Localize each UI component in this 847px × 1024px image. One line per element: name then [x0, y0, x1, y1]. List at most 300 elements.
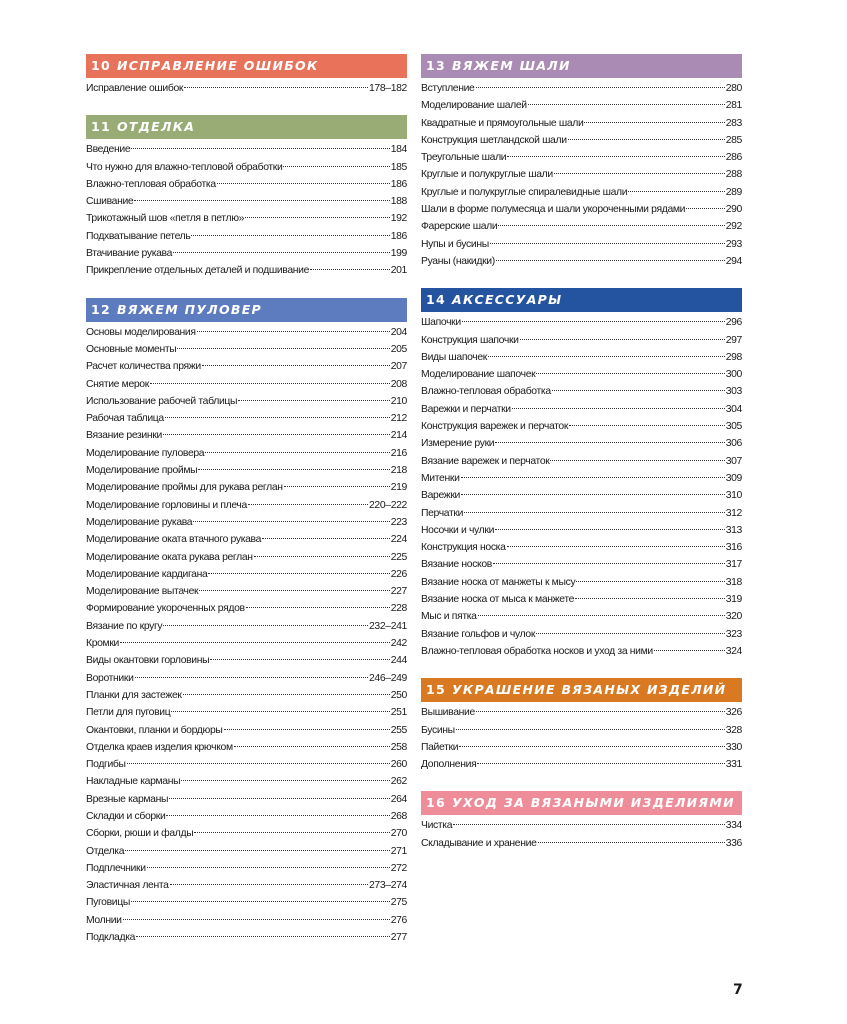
- entry-title: Моделирование шапочек: [421, 369, 536, 381]
- dot-leader: [135, 677, 368, 678]
- dot-leader: [224, 729, 390, 730]
- entry-title: Складывание и хранение: [421, 837, 537, 849]
- toc-entry: [421, 314, 742, 331]
- entry-page: 306: [725, 438, 742, 450]
- entry-title: Эластичная лента: [86, 880, 169, 892]
- entry-page: 288: [725, 169, 742, 181]
- entry-title: Пайетки: [421, 741, 459, 753]
- dot-leader: [131, 148, 389, 149]
- entry-title: Молнии: [86, 914, 122, 926]
- entry-title: Шали в форме полумесяца и шали укороченными рядами: [421, 204, 686, 216]
- entry-title: Вязание резинки: [86, 430, 162, 442]
- entry-title: Пуговицы: [86, 897, 130, 909]
- toc-entry: [421, 739, 742, 756]
- dot-leader: [171, 711, 389, 712]
- entry-page: 270: [390, 828, 407, 840]
- entry-title: Рабочая таблица: [86, 413, 164, 425]
- dot-leader: [173, 252, 390, 253]
- dot-leader: [464, 512, 725, 513]
- toc-entry: [86, 687, 407, 704]
- toc-entry: [86, 894, 407, 911]
- entry-page: 204: [390, 326, 407, 338]
- dot-leader: [217, 183, 390, 184]
- toc-entry: [421, 80, 742, 97]
- entry-page: 292: [725, 221, 742, 233]
- dot-leader: [197, 331, 390, 332]
- entry-title: Введение: [86, 144, 131, 156]
- entry-title: Моделирование вытачек: [86, 586, 199, 598]
- entry-list: [421, 815, 742, 852]
- entry-title: Кромки: [86, 638, 120, 650]
- toc-entry: [421, 253, 742, 270]
- section-number: 10: [91, 58, 111, 73]
- entry-page: 258: [390, 741, 407, 753]
- entry-title: Квадратные и прямоугольные шали: [421, 117, 584, 129]
- entry-title: Планки для застежек: [86, 689, 182, 701]
- entry-title: Конструкция шетландской шали: [421, 134, 567, 146]
- entry-page: 205: [390, 343, 407, 355]
- toc-entry: [421, 505, 742, 522]
- dot-leader: [528, 104, 725, 105]
- dot-leader: [246, 607, 390, 608]
- toc-entry: [421, 166, 742, 183]
- toc-entry: [86, 652, 407, 669]
- dot-leader: [125, 850, 390, 851]
- entry-page: 207: [390, 361, 407, 373]
- entry-page: 328: [725, 724, 742, 736]
- entry-page: 228: [390, 603, 407, 615]
- toc-entry: [421, 817, 742, 834]
- entry-title: Накладные карманы: [86, 776, 181, 788]
- dot-leader: [453, 824, 725, 825]
- entry-title: Моделирование оката втачного рукава: [86, 534, 262, 546]
- entry-title: Чистка: [421, 820, 453, 832]
- entry-title: Петли для пуговиц: [86, 707, 171, 719]
- entry-title: Сшивание: [86, 196, 134, 208]
- entry-page: 326: [725, 707, 742, 719]
- entry-page: 268: [390, 810, 407, 822]
- toc-section: [86, 298, 407, 947]
- toc-entry: [86, 262, 407, 279]
- toc-entry: [86, 210, 407, 227]
- entry-title: Подгибы: [86, 759, 126, 771]
- entry-title: Вязание по кругу: [86, 620, 163, 632]
- toc-entry: [86, 739, 407, 756]
- dot-leader: [193, 521, 389, 522]
- dot-leader: [163, 434, 390, 435]
- entry-page: 281: [725, 100, 742, 112]
- dot-leader: [488, 356, 725, 357]
- toc-entry: [421, 591, 742, 608]
- dot-leader: [202, 365, 390, 366]
- entry-page: 304: [725, 403, 742, 415]
- dot-leader: [123, 919, 390, 920]
- entry-list: [86, 139, 407, 279]
- entry-title: Трикотажный шов «петля в петлю»: [86, 213, 245, 225]
- entry-page: 324: [725, 645, 742, 657]
- toc-entry: [421, 522, 742, 539]
- toc-entry: [421, 608, 742, 625]
- toc-entry: [86, 341, 407, 358]
- dot-leader: [493, 563, 725, 564]
- toc-entry: [86, 376, 407, 393]
- entry-page: 232–241: [368, 620, 407, 632]
- entry-page: 192: [390, 213, 407, 225]
- toc-entry: [86, 479, 407, 496]
- dot-leader: [248, 504, 368, 505]
- dot-leader: [552, 390, 725, 391]
- entry-title: Фарерские шали: [421, 221, 498, 233]
- toc-entry: [86, 912, 407, 929]
- toc-section: [421, 54, 742, 270]
- entry-title: Сборки, рюши и фалды: [86, 828, 194, 840]
- dot-leader: [199, 590, 390, 591]
- entry-title: Складки и сборки: [86, 810, 166, 822]
- entry-title: Влажно-тепловая обработка: [86, 178, 216, 190]
- entry-page: 303: [725, 386, 742, 398]
- entry-page: 210: [390, 395, 407, 407]
- dot-leader: [462, 321, 725, 322]
- dot-leader: [134, 200, 389, 201]
- dot-leader: [191, 235, 389, 236]
- entry-title: Вязание варежек и перчаток: [421, 455, 550, 467]
- section-number: 16: [426, 795, 446, 811]
- toc-entry: [421, 556, 742, 573]
- entry-title: Моделирование пуловера: [86, 447, 205, 459]
- entry-page: 251: [390, 707, 407, 719]
- entry-page: 255: [390, 724, 407, 736]
- dot-leader: [170, 884, 368, 885]
- entry-title: Виды шапочек: [421, 351, 487, 363]
- entry-page: 218: [390, 465, 407, 477]
- toc-entry: [86, 141, 407, 158]
- entry-title: Носочки и чулки: [421, 524, 495, 536]
- dot-leader: [459, 746, 725, 747]
- toc-entry: [86, 228, 407, 245]
- section-number: 13: [426, 58, 446, 73]
- entry-page: 242: [390, 638, 407, 650]
- section-header: [421, 678, 742, 702]
- toc-entry: [86, 159, 407, 176]
- toc-entry: [86, 566, 407, 583]
- dot-leader: [184, 87, 368, 88]
- toc-entry: [86, 80, 407, 97]
- entry-page: 227: [390, 586, 407, 598]
- entry-page: 246–249: [368, 672, 407, 684]
- entry-title: Моделирование оката рукава реглан: [86, 551, 253, 563]
- entry-page: 185: [390, 161, 407, 173]
- entry-title: Моделирование рукава: [86, 516, 193, 528]
- dot-leader: [536, 373, 724, 374]
- entry-list: [421, 702, 742, 773]
- dot-leader: [512, 408, 725, 409]
- entry-title: Моделирование проймы для рукава реглан: [86, 482, 283, 494]
- entry-title: Влажно-тепловая обработка: [421, 386, 551, 398]
- entry-title: Влажно-тепловая обработка носков и уход за ними: [421, 645, 653, 657]
- entry-page: 280: [725, 83, 742, 94]
- toc-entry: [421, 184, 742, 201]
- entry-page: 262: [390, 776, 407, 788]
- toc-entry: [86, 704, 407, 721]
- entry-title: Конструкция шапочки: [421, 334, 519, 346]
- toc-entry: [421, 704, 742, 721]
- entry-title: Варежки и перчатки: [421, 403, 511, 415]
- toc-entry: [86, 427, 407, 444]
- entry-title: Нупы и бусины: [421, 238, 489, 250]
- toc-entry: [421, 643, 742, 660]
- entry-list: [421, 312, 742, 660]
- entry-page: 298: [725, 351, 742, 363]
- toc-entry: [86, 410, 407, 427]
- toc-entry: [421, 201, 742, 218]
- entry-title: Воротники: [86, 672, 134, 684]
- entry-title: Втачивание рукава: [86, 248, 173, 260]
- entry-title: Подплечники: [86, 862, 146, 874]
- entry-page: 216: [390, 447, 407, 459]
- entry-page: 271: [390, 845, 407, 857]
- entry-page: 178–182: [368, 83, 407, 94]
- dot-leader: [554, 173, 725, 174]
- toc-entry: [421, 574, 742, 591]
- toc-entry: [86, 324, 407, 341]
- entry-title: Моделирование кардигана: [86, 568, 208, 580]
- dot-leader: [628, 191, 724, 192]
- dot-leader: [476, 711, 725, 712]
- entry-page: 208: [390, 378, 407, 390]
- toc-entry: [86, 773, 407, 790]
- dot-leader: [569, 425, 725, 426]
- dot-leader: [461, 477, 725, 478]
- entry-title: Отделка краев изделия крючком: [86, 741, 233, 753]
- dot-leader: [181, 780, 389, 781]
- entry-title: Подкладка: [86, 932, 136, 944]
- entry-page: 276: [390, 914, 407, 926]
- dot-leader: [584, 122, 724, 123]
- toc-entry: [86, 193, 407, 210]
- entry-title: Конструкция носка: [421, 542, 506, 554]
- dot-leader: [507, 156, 724, 157]
- dot-leader: [166, 815, 389, 816]
- toc-entry: [421, 539, 742, 556]
- entry-page: 272: [390, 862, 407, 874]
- entry-page: 201: [390, 265, 407, 277]
- toc-section: [421, 288, 742, 660]
- toc-entry: [421, 470, 742, 487]
- toc-entry: [86, 843, 407, 860]
- entry-page: 310: [725, 490, 742, 502]
- entry-page: 214: [390, 430, 407, 442]
- toc-entry: [421, 722, 742, 739]
- entry-title: Исправление ошибок: [86, 83, 184, 94]
- toc-entry: [421, 435, 742, 452]
- toc-entry: [86, 393, 407, 410]
- toc-entry: [421, 487, 742, 504]
- entry-page: 260: [390, 759, 407, 771]
- entry-page: 334: [725, 820, 742, 832]
- entry-page: 277: [390, 932, 407, 944]
- dot-leader: [477, 763, 724, 764]
- dot-leader: [238, 400, 390, 401]
- toc-entry: [421, 366, 742, 383]
- entry-title: Дополнения: [421, 759, 477, 771]
- toc-entry: [86, 600, 407, 617]
- entry-title: Вязание гольфов и чулок: [421, 628, 536, 640]
- entry-page: 225: [390, 551, 407, 563]
- toc-entry: [86, 825, 407, 842]
- section-header: [86, 54, 407, 78]
- dot-leader: [490, 243, 725, 244]
- entry-title: Мыс и пятка: [421, 611, 477, 623]
- toc-entry: [421, 349, 742, 366]
- entry-title: Отделка: [86, 845, 125, 857]
- entry-title: Митенки: [421, 472, 460, 484]
- section-number: 14: [426, 292, 446, 308]
- dot-leader: [495, 529, 725, 530]
- dot-leader: [136, 936, 390, 937]
- entry-page: 289: [725, 186, 742, 198]
- entry-page: 313: [725, 524, 742, 536]
- entry-page: 320: [725, 611, 742, 623]
- toc-entry: [421, 132, 742, 149]
- toc-entry: [86, 583, 407, 600]
- entry-title: Виды окантовки горловины: [86, 655, 210, 667]
- entry-title: Вступление: [421, 83, 475, 94]
- toc-entry: [86, 722, 407, 739]
- section-number: 11: [91, 119, 111, 135]
- entry-page: 283: [725, 117, 742, 129]
- toc-entry: [86, 860, 407, 877]
- entry-page: 330: [725, 741, 742, 753]
- entry-page: 317: [725, 559, 742, 571]
- toc-entry: [421, 383, 742, 400]
- entry-title: Вязание носка от манжеты к мысу: [421, 576, 576, 588]
- entry-page: 264: [390, 793, 407, 805]
- entry-list: [421, 78, 742, 270]
- entry-page: 219: [390, 482, 407, 494]
- toc-entry: [86, 358, 407, 375]
- entry-title: Моделирование горловины и плеча: [86, 499, 247, 511]
- entry-title: Моделирование шалей: [421, 100, 527, 112]
- toc-entry: [421, 218, 742, 235]
- toc-section: [86, 115, 407, 279]
- entry-title: Круглые и полукруглые спиралевидные шали: [421, 186, 628, 198]
- entry-page: 199: [390, 248, 407, 260]
- toc-left-column: [86, 54, 407, 964]
- dot-leader: [478, 615, 725, 616]
- entry-title: Перчатки: [421, 507, 464, 519]
- dot-leader: [550, 460, 724, 461]
- section-title: ИСПРАВЛЕНИЕ ОШИБОК: [117, 58, 319, 73]
- entry-page: 286: [725, 152, 742, 164]
- entry-page: 186: [390, 230, 407, 242]
- toc-entry: [86, 877, 407, 894]
- entry-page: 331: [725, 759, 742, 771]
- dot-leader: [120, 642, 390, 643]
- dot-leader: [496, 260, 725, 261]
- section-number: 15: [426, 682, 446, 698]
- section-header: [86, 298, 407, 322]
- dot-leader: [169, 798, 390, 799]
- entry-title: Прикрепление отдельных деталей и подшивание: [86, 265, 310, 277]
- dot-leader: [654, 650, 725, 651]
- section-title: УКРАШЕНИЕ ВЯЗАНЫХ ИЗДЕЛИЙ: [452, 682, 727, 698]
- entry-page: 294: [725, 255, 742, 267]
- toc-entry: [86, 445, 407, 462]
- section-header: [421, 791, 742, 815]
- toc-entry: [86, 791, 407, 808]
- toc-entry: [421, 626, 742, 643]
- toc-entry: [86, 245, 407, 262]
- toc-entry: [421, 401, 742, 418]
- section-title: УХОД ЗА ВЯЗАНЫМИ ИЗДЕЛИЯМИ: [452, 795, 735, 811]
- dot-leader: [198, 469, 389, 470]
- entry-title: Бусины: [421, 724, 455, 736]
- toc-entry: [86, 929, 407, 946]
- toc-entry: [421, 756, 742, 773]
- entry-list: [86, 322, 407, 947]
- dot-leader: [245, 217, 390, 218]
- toc-section: [86, 54, 407, 97]
- dot-leader: [576, 581, 724, 582]
- dot-leader: [507, 546, 725, 547]
- entry-page: 212: [390, 413, 407, 425]
- entry-title: Что нужно для влажно-тепловой обработки: [86, 161, 283, 173]
- entry-page: 307: [725, 455, 742, 467]
- entry-title: Руаны (накидки): [421, 255, 495, 267]
- entry-page: 300: [725, 369, 742, 381]
- dot-leader: [177, 348, 389, 349]
- entry-page: 244: [390, 655, 407, 667]
- entry-page: 305: [725, 421, 742, 433]
- entry-title: Измерение руки: [421, 438, 495, 450]
- toc-entry: [86, 514, 407, 531]
- dot-leader: [284, 486, 390, 487]
- dot-leader: [254, 556, 390, 557]
- toc-entry: [86, 670, 407, 687]
- toc-section: [421, 678, 742, 773]
- entry-page: 323: [725, 628, 742, 640]
- section-header: [86, 115, 407, 139]
- dot-leader: [310, 269, 390, 270]
- dot-leader: [520, 339, 725, 340]
- entry-title: Врезные карманы: [86, 793, 169, 805]
- section-title: АКСЕССУАРЫ: [452, 292, 563, 308]
- toc-entry: [421, 418, 742, 435]
- dot-leader: [163, 625, 368, 626]
- toc-entry: [421, 332, 742, 349]
- entry-page: 273–274: [368, 880, 407, 892]
- toc-entry: [86, 808, 407, 825]
- toc-entry: [86, 549, 407, 566]
- entry-page: 316: [725, 542, 742, 554]
- entry-page: 293: [725, 238, 742, 250]
- dot-leader: [498, 225, 724, 226]
- entry-title: Использование рабочей таблицы: [86, 395, 238, 407]
- toc-entry: [421, 236, 742, 253]
- toc-entry: [86, 756, 407, 773]
- toc-right-column: [421, 54, 742, 870]
- dot-leader: [131, 901, 390, 902]
- toc-entry: [421, 835, 742, 852]
- entry-title: Расчет количества пряжи: [86, 361, 201, 373]
- entry-page: 318: [725, 576, 742, 588]
- entry-page: 297: [725, 334, 742, 346]
- toc-entry: [421, 97, 742, 114]
- dot-leader: [234, 746, 390, 747]
- entry-title: Формирование укороченных рядов: [86, 603, 245, 615]
- toc-section: [421, 791, 742, 852]
- dot-leader: [536, 633, 725, 634]
